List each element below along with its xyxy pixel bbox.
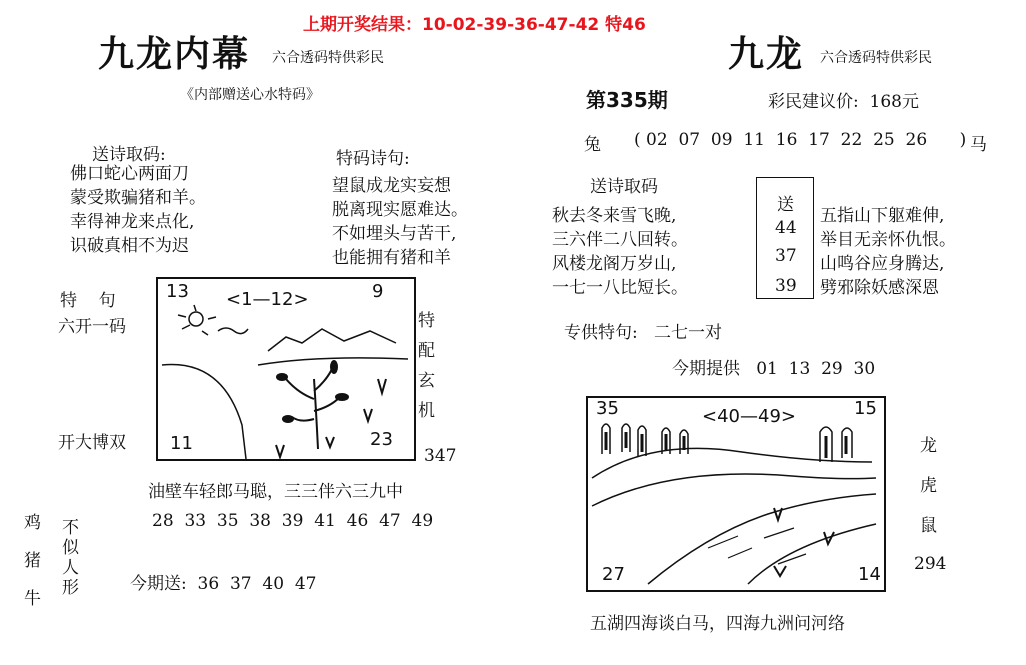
tepei-char: 配 bbox=[418, 341, 435, 361]
right-poem-right-line: 劈邪除妖感深恩 bbox=[820, 278, 939, 298]
left-pic-range: <1—12> bbox=[226, 289, 309, 310]
tu-label: 兔 bbox=[584, 135, 601, 155]
tepei-char: 特 bbox=[418, 311, 435, 331]
poem2-line: 不如埋头与苦干, bbox=[332, 224, 457, 244]
send-number: 39 bbox=[775, 276, 797, 296]
kaidabo-label: 开大博双 bbox=[58, 433, 126, 453]
left-picture-box bbox=[156, 277, 416, 461]
poem2-line: 脱离现实愿难达。 bbox=[332, 200, 468, 220]
right-title-sub: 六合透码特供彩民 bbox=[820, 50, 932, 66]
right-pic-number-15: 15 bbox=[854, 398, 877, 419]
special-phrase: 专供特句: 二七一对 bbox=[564, 323, 722, 343]
left-today-send: 今期送: 36 37 40 47 bbox=[130, 574, 317, 594]
buxiang-char: 似 bbox=[62, 538, 79, 558]
poem1-line: 识破真相不为迟 bbox=[70, 236, 189, 256]
send-box bbox=[756, 177, 814, 299]
right-poem-left-line: 风楼龙阁万岁山, bbox=[552, 254, 677, 274]
left-pic-number-9: 9 bbox=[372, 281, 384, 302]
animal-char: 猪 bbox=[24, 551, 41, 571]
num-294: 294 bbox=[914, 554, 947, 574]
left-pic-number-23: 23 bbox=[370, 429, 393, 450]
animal-char: 鸡 bbox=[24, 513, 41, 533]
right-pic-number-14: 14 bbox=[858, 564, 881, 585]
right-poem-left-line: 一七一八比短长。 bbox=[552, 278, 688, 298]
poem2-body bbox=[332, 174, 468, 270]
today-offer: 今期提供 01 13 29 30 bbox=[672, 359, 876, 379]
last-result-headline: 上期开奖结果：10-02-39-36-47-42 特46 bbox=[303, 15, 646, 35]
tepei-char: 机 bbox=[418, 401, 435, 421]
right-poem-right bbox=[820, 204, 956, 300]
num-347: 347 bbox=[424, 446, 457, 466]
right-poem-heading: 送诗取码 bbox=[590, 177, 658, 197]
right-animals bbox=[920, 426, 937, 546]
right-poem-right-line: 举目无亲怀仇恨。 bbox=[820, 230, 956, 250]
ma-label: 马 bbox=[970, 135, 987, 155]
left-pic-number-11: 11 bbox=[170, 433, 193, 454]
send-number: 44 bbox=[775, 218, 797, 238]
poem1-heading: 送诗取码: bbox=[92, 145, 166, 165]
right-poem-left-line: 秋去冬来雪飞晚, bbox=[552, 206, 677, 226]
send-number: 37 bbox=[775, 246, 797, 266]
right-bottom-verse: 五湖四海谈白马，四海九洲问河络 bbox=[590, 614, 845, 634]
left-animals bbox=[24, 504, 41, 618]
liukai-label: 六开一码 bbox=[58, 317, 126, 337]
poem2-line: 也能拥有猪和羊 bbox=[332, 248, 451, 268]
poem2-heading: 特码诗句: bbox=[336, 149, 410, 169]
poem1-body bbox=[70, 162, 206, 258]
right-picture-box bbox=[586, 396, 886, 592]
tejv-label: 特 句 bbox=[60, 291, 116, 311]
animal-char: 虎 bbox=[920, 476, 937, 496]
poem1-line: 幸得神龙来点化, bbox=[70, 212, 195, 232]
right-pic-range: <40—49> bbox=[702, 406, 796, 427]
tepei-char: 玄 bbox=[418, 371, 435, 391]
right-title: 九龙 bbox=[728, 33, 805, 75]
right-poem-left-line: 三六伴二八回转。 bbox=[552, 230, 688, 250]
right-poem-left bbox=[552, 204, 688, 300]
left-numbers: 28 33 35 38 39 41 46 47 49 bbox=[152, 511, 434, 531]
price: 彩民建议价: 168元 bbox=[768, 92, 919, 112]
left-pic-number-13: 13 bbox=[166, 281, 189, 302]
left-title: 九龙内幕 bbox=[98, 33, 251, 75]
buxiang-char: 不 bbox=[62, 518, 79, 538]
right-pic-number-35: 35 bbox=[596, 398, 619, 419]
poem2-line: 望鼠成龙实妄想 bbox=[332, 176, 451, 196]
issue-number: 第335期 bbox=[586, 88, 668, 112]
left-subtitle: 《内部赠送心水特码》 bbox=[180, 87, 320, 103]
animal-char: 牛 bbox=[24, 589, 41, 609]
buxiang-vertical bbox=[62, 518, 79, 598]
tepei-vertical bbox=[418, 306, 435, 426]
right-pic-number-27: 27 bbox=[602, 564, 625, 585]
left-title-sub: 六合透码特供彩民 bbox=[272, 50, 384, 66]
poem1-line: 佛口蛇心两面刀 bbox=[70, 164, 189, 184]
animal-char: 龙 bbox=[920, 436, 937, 456]
poem1-line: 蒙受欺骗猪和羊。 bbox=[70, 188, 206, 208]
animal-char: 鼠 bbox=[920, 516, 937, 536]
send-label: 送 bbox=[777, 195, 794, 215]
right-poem-right-line: 五指山下躯难伸, bbox=[820, 206, 945, 226]
row-numbers: ( 02 07 09 11 16 17 22 25 26 ) bbox=[634, 130, 967, 150]
right-poem-right-line: 山鸣谷应身腾达, bbox=[820, 254, 945, 274]
buxiang-char: 人 bbox=[62, 558, 79, 578]
buxiang-char: 形 bbox=[62, 578, 79, 598]
left-verse: 油壁车轻郎马聪，三三伴六三九中 bbox=[148, 482, 403, 502]
